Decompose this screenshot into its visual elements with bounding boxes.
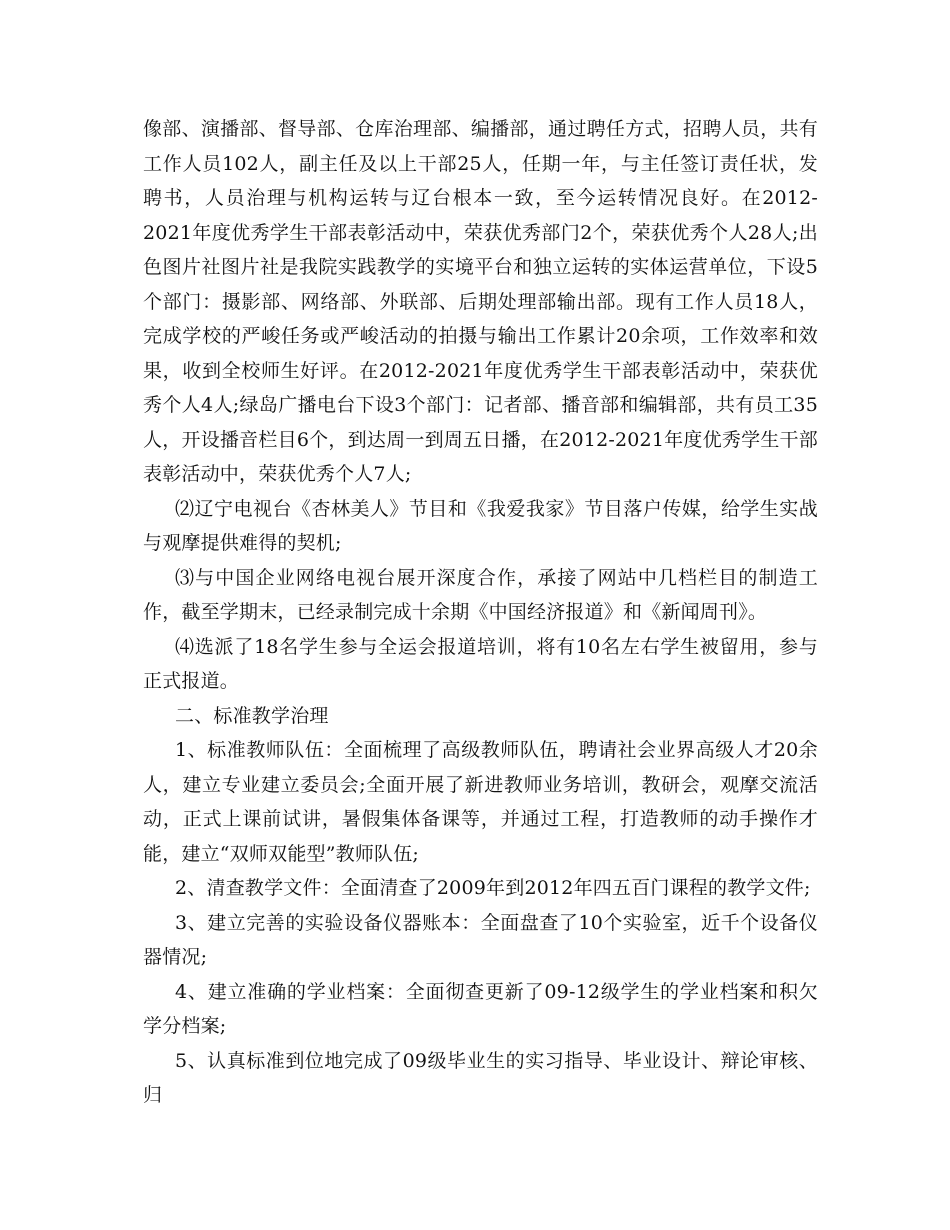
section-heading: 二、标准教学治理 — [175, 704, 329, 727]
body-paragraph-point-4: 4、建立准确的学业档案：全面彻查更新了09-12级学生的学业档案和积欠学分档案; — [143, 980, 818, 1037]
body-paragraph-point-5: 5、认真标准到位地完成了09级毕业生的实习指导、毕业设计、辩论审核、归 — [143, 1049, 818, 1106]
body-paragraph-item-4: ⑷选派了18名学生参与全运会报道培训，将有10名左右学生被留用，参与正式报道。 — [143, 635, 818, 692]
body-paragraph-item-3: ⑶与中国企业网络电视台展开深度合作，承接了网站中几档栏目的制造工作，截至学期末，已经录制完成十余期《中国经济报道》和《新闻周刊》。 — [143, 566, 818, 623]
body-paragraph-point-2: 2、清查教学文件：全面清查了2009年到2012年四五百门课程的教学文件; — [175, 877, 811, 899]
body-paragraph-item-2: ⑵辽宁电视台《杏林美人》节目和《我爱我家》节目落户传媒，给学生实战与观摩提供难得的契机; — [143, 497, 818, 554]
body-paragraph-point-1: 1、标准教师队伍：全面梳理了高级教师队伍，聘请社会业界高级人才20余人，建立专业建立委员会;全面开展了新进教师业务培训，教研会，观摩交流活动，正式上课前试讲，暑假集体备课等，并通过工程，打造教师的动手操作才能，建立“双师双能型”教师队伍; — [143, 739, 818, 865]
document-body — [143, 112, 818, 1113]
body-paragraph-continuation: 像部、演播部、督导部、仓库治理部、编播部，通过聘任方式，招聘人员，共有工作人员102人，副主任及以上干部25人，任期一年，与主任签订责任状，发聘书，人员治理与机构运转与辽台根本一致，至今运转情况良好。在2012-2021年度优秀学生干部表彰活动中，荣获优秀部门2个，荣获优秀个人28人;出色图片社图片社是我院实践教学的实境平台和独立运转的实体运营单位，下设5个部门：摄影部、网络部、外联部、后期处理部输出部。现有工作人员18人，完成学校的严峻任务或严峻活动的拍摄与输出工作累计20余项，工作效率和效果，收到全校师生好评。在2012-2021年度优秀学生干部表彰活动中，荣获优秀个人4人;绿岛广播电台下设3个部门：记者部、播音部和编辑部，共有员工35人，开设播音栏目6个，到达周一到周五日播，在2012-2021年度优秀学生干部表彰活动中，荣获优秀个人7人; — [143, 118, 818, 485]
body-paragraph-point-3: 3、建立完善的实验设备仪器账本：全面盘查了10个实验室，近千个设备仪器情况; — [143, 911, 818, 968]
